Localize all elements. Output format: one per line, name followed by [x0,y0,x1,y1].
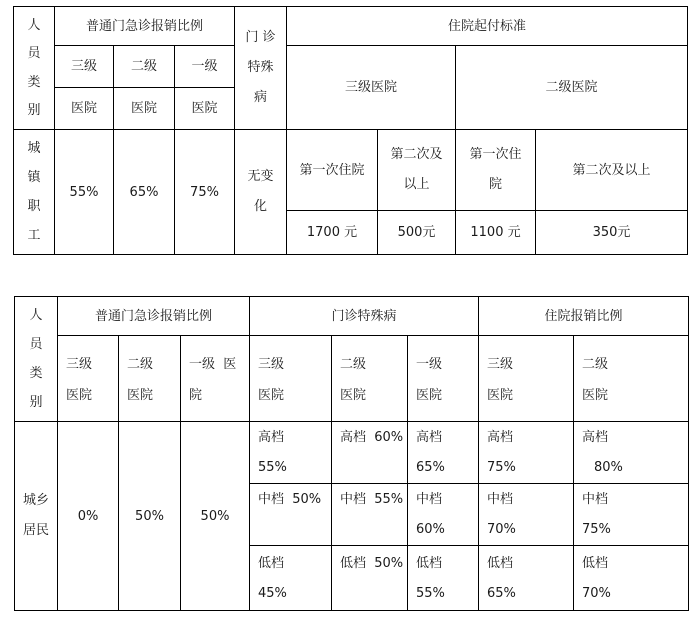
table-employees [13,6,688,255]
t1-level3-bottom [55,88,113,129]
t2-sp-low-3 [250,546,331,610]
t2-ord-level2-bottom: 医院 [127,388,154,403]
t1-category-header [14,7,54,129]
t2-ip-high-3 [479,422,573,483]
t1-ordinary-value-3-text: 55% [69,184,99,200]
t1-sub-first-b-line-0: 第一次住 [469,147,522,162]
t2-ordinary-header-text: 普通门急诊报销比例 [94,308,212,324]
t1-hosp3-text: 三级医院 [344,80,397,95]
t2-ip-level2 [574,336,688,421]
t2-ip-low-2-b: 70% [582,586,611,601]
t2-sp-mid-3 [250,484,331,545]
t1-level1-top-text: 一级 [191,59,218,74]
t2-ip-level2-top: 二级 [582,357,609,372]
t2-special-header-text: 门诊特殊病 [331,308,397,324]
t1-row-char-1: 镇 [27,170,41,185]
t2-sp-level2-top: 二级 [340,357,367,372]
table-residents [14,296,689,611]
t1-ordinary-header-text: 普通门急诊报销比例 [85,18,203,34]
t1-special-value [235,130,286,254]
t1-sub-second-a-line-0: 第二次及 [390,147,443,162]
t2-sp-high-1 [408,422,478,483]
t2-ord-value-1 [181,422,249,610]
t2-ip-level3 [479,336,573,421]
t2-sp-level1 [408,336,478,421]
t1-level3-bottom-text: 医院 [70,101,97,116]
t2-ord-value-2-text: 50% [135,508,164,524]
t1-special-char-2: 病 [253,90,267,105]
t1-threshold-3-text: 350元 [592,225,631,240]
t2-ip-mid-2-a: 中档 [582,492,609,507]
t1-level2-top [114,46,174,87]
t1-level1-top [175,46,234,87]
t2-cat-char-3: 别 [29,395,43,410]
t2-ip-high-2-a: 高档 [582,430,609,445]
t2-sp-high-3-b: 55% [258,460,287,475]
t2-ordinary-header [58,297,249,335]
t1-row-label [14,130,54,254]
t2-sp-high-3 [250,422,331,483]
t1-ordinary-header [55,7,234,45]
t2-sp-mid-2 [332,484,407,545]
t2-ip-mid-2 [574,484,688,545]
t2-ip-level3-bottom: 医院 [487,388,514,403]
t2-ip-high-3-b: 75% [487,460,516,475]
t2-row-label-line-0: 城乡 [22,493,49,508]
t1-cat-char-1: 员 [27,46,41,62]
t2-sp-level1-top: 一级 [416,357,443,372]
t1-row-char-2: 职 [27,199,41,214]
t2-ord-level3-top: 三级 [66,357,93,372]
t1-threshold-1-text: 500元 [397,225,436,240]
t1-cat-char-3: 别 [27,103,41,119]
t1-special-value-line-1: 化 [253,199,267,214]
t2-ip-level2-bottom: 医院 [582,388,609,403]
t2-row-label [15,422,57,610]
t2-cat-char-0: 人 [29,308,43,323]
t2-sp-high-2-a: 高档 60% [340,430,404,445]
t2-cat-char-1: 员 [29,337,43,352]
t2-ip-high-2 [574,422,688,483]
t2-sp-level3-bottom: 医院 [258,388,285,403]
t2-sp-high-1-b: 65% [416,460,445,475]
t2-ip-high-3-a: 高档 [487,430,514,445]
t1-threshold-3 [536,211,687,254]
t1-hosp3 [287,46,455,129]
t1-threshold-0 [287,211,377,254]
t1-sub-first-a [287,130,377,210]
t1-row-char-3: 工 [27,228,41,243]
t2-sp-low-2-a: 低档 50% [340,556,404,571]
t1-threshold-2-text: 1100 元 [470,225,521,240]
t2-sp-level1-bottom: 医院 [416,388,443,403]
t1-level1-bottom [175,88,234,129]
t2-ord-value-3-text: 0% [77,508,99,524]
t1-threshold-1 [378,211,455,254]
t2-ip-low-3-b: 65% [487,586,516,601]
t2-ip-mid-3 [479,484,573,545]
t2-sp-high-2 [332,422,407,483]
t1-ordinary-value-2 [114,130,174,254]
t1-level2-bottom [114,88,174,129]
t2-sp-high-1-a: 高档 [416,430,443,445]
t2-cat-char-2: 类 [29,366,43,381]
t2-sp-mid-1-b: 60% [416,522,445,537]
t1-sub-second-b-text: 第二次及以上 [572,162,651,178]
t2-ord-level1-bottom: 院 [189,388,203,403]
t2-ip-mid-2-b: 75% [582,522,611,537]
t2-ord-level1-top: 一级 医 [189,357,237,372]
t1-row-char-0: 城 [27,141,41,156]
t2-ip-low-3-a: 低档 [487,556,514,571]
t2-ord-level3-bottom: 医院 [66,388,93,403]
t2-sp-low-2 [332,546,407,610]
t1-special-value-line-0: 无变 [247,169,274,184]
t2-ip-low-3 [479,546,573,610]
t2-inpatient-header-text: 住院报销比例 [544,308,623,324]
t2-ord-value-3 [58,422,118,610]
t2-sp-mid-1-a: 中档 [416,492,443,507]
t1-level2-bottom-text: 医院 [130,101,157,116]
t2-sp-low-1-a: 低档 [416,556,443,571]
t2-ip-high-2-b: 80% [594,460,623,475]
t2-ip-mid-3-a: 中档 [487,492,514,507]
t2-sp-low-1-b: 55% [416,586,445,601]
t1-sub-first-b-line-1: 院 [488,177,502,192]
t1-ordinary-value-3 [55,130,113,254]
t2-ord-level2 [119,336,180,421]
t2-sp-low-1 [408,546,478,610]
t2-row-label-line-1: 居民 [22,523,49,538]
t2-inpatient-header [479,297,688,335]
t1-ordinary-value-1-text: 75% [190,184,219,200]
t1-threshold-2 [456,211,535,254]
t1-sub-second-a [378,130,455,210]
t1-sub-first-b [456,130,535,210]
t2-ip-low-2 [574,546,688,610]
t1-threshold-0-text: 1700 元 [306,225,358,240]
t1-cat-char-2: 类 [27,74,41,90]
t1-ordinary-value-2-text: 65% [129,184,159,200]
t1-special-char-1: 特殊 [247,60,274,75]
t2-sp-level2 [332,336,407,421]
t1-level1-bottom-text: 医院 [191,101,218,116]
t1-hosp2-text: 二级医院 [545,80,598,95]
t2-category-header [15,297,57,421]
t1-cat-char-0: 人 [27,17,41,33]
t2-ip-low-2-a: 低档 [582,556,609,571]
t2-sp-level3-top: 三级 [258,357,285,372]
t2-ord-level2-top: 二级 [127,357,154,372]
t1-inpatient-header-text: 住院起付标准 [447,18,526,34]
t1-level3-top [55,46,113,87]
t2-sp-mid-1 [408,484,478,545]
t2-ip-mid-3-b: 70% [487,522,516,537]
t2-sp-level2-bottom: 医院 [340,388,367,403]
t2-sp-high-3-a: 高档 [258,430,285,445]
t2-sp-mid-3-a: 中档 50% [258,492,322,507]
t1-special-header [235,7,286,129]
t1-level3-top-text: 三级 [70,59,97,74]
t2-ord-value-1-text: 50% [200,508,230,524]
t2-sp-level3 [250,336,331,421]
t1-hosp2 [456,46,687,129]
t1-inpatient-header [287,7,687,45]
t2-ord-value-2 [119,422,180,610]
t2-ord-level1 [181,336,249,421]
t2-sp-low-3-b: 45% [258,586,287,601]
t1-special-char-0: 门 诊 [245,30,276,45]
t1-sub-first-a-text: 第一次住院 [299,162,365,178]
t1-sub-second-a-line-1: 以上 [403,177,430,192]
t2-ord-level3 [58,336,118,421]
t2-ip-level3-top: 三级 [487,357,514,372]
t1-ordinary-value-1 [175,130,234,254]
t2-sp-mid-2-a: 中档 55% [340,492,404,507]
t2-sp-low-3-a: 低档 [258,556,285,571]
t1-sub-second-b [536,130,687,210]
t1-level2-top-text: 二级 [130,59,157,74]
t2-special-header [250,297,478,335]
